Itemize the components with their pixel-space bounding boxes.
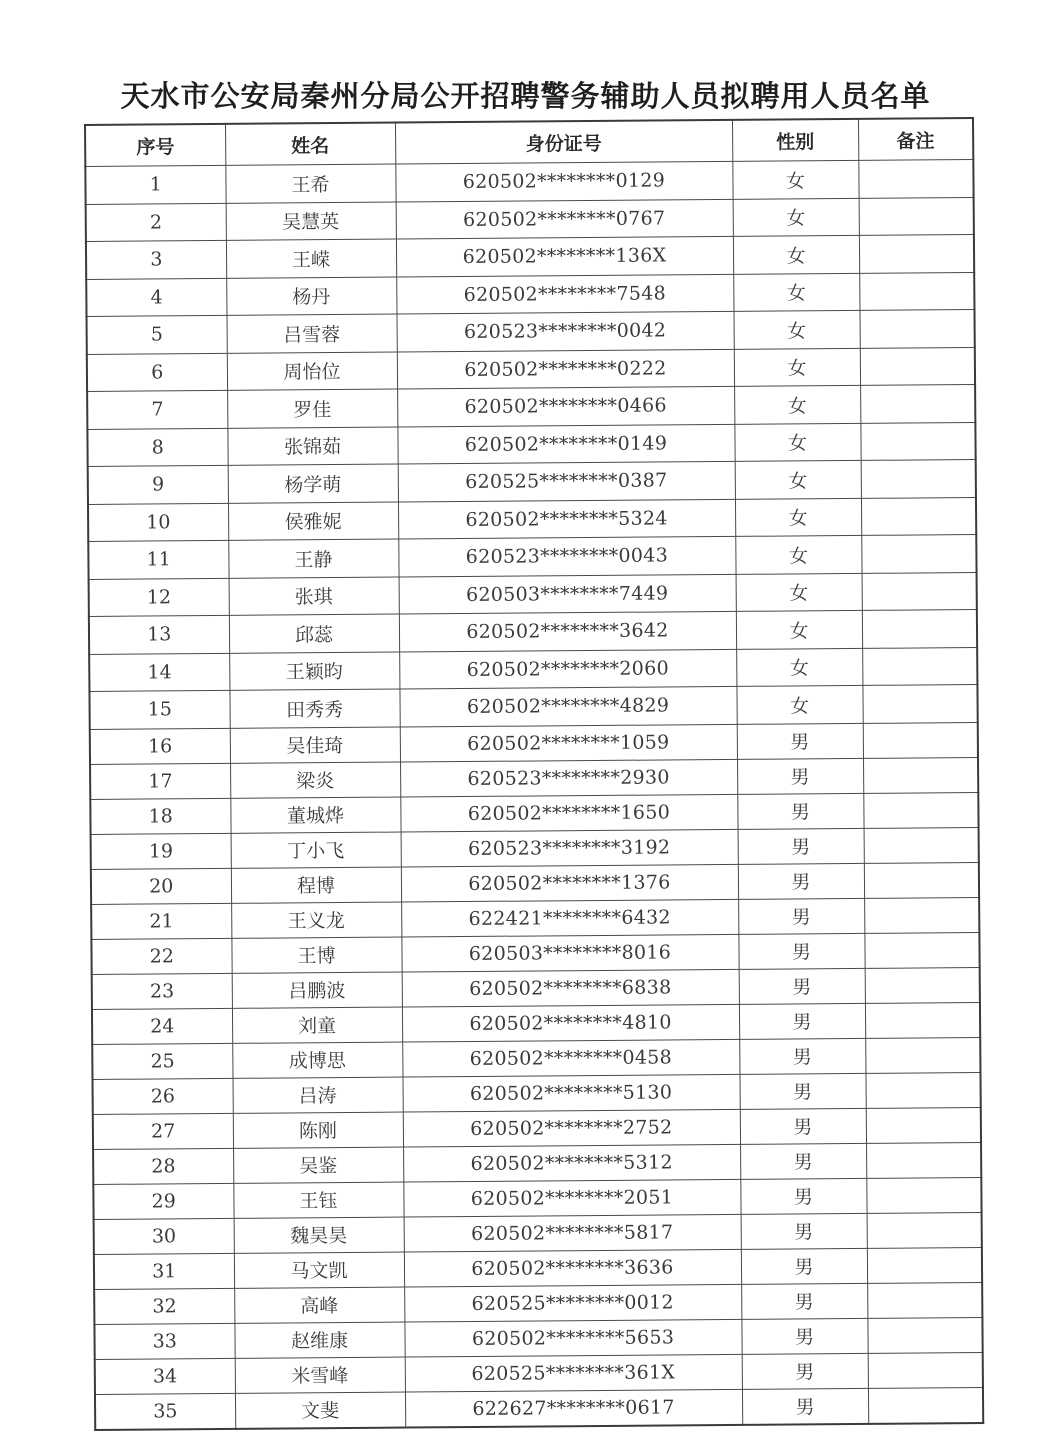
gender-cell: 男 [738,863,864,899]
remarks-cell [864,897,979,933]
id-number-cell: 620502********0129 [395,161,732,201]
name-cell: 吕鹏波 [232,972,402,1008]
id-number-cell: 620502********2051 [403,1179,740,1217]
serial-number-cell: 25 [92,1043,232,1079]
id-number-cell: 620502********1650 [400,794,737,832]
name-cell: 陈刚 [233,1112,403,1148]
gender-cell: 男 [738,933,864,969]
id-number-cell: 620502********0466 [397,386,734,426]
serial-number-cell: 21 [91,903,231,939]
name-cell: 杨学萌 [228,464,398,503]
name-cell: 王博 [231,937,401,973]
id-number-cell: 620525********0012 [404,1284,741,1322]
remarks-cell [867,1212,982,1248]
id-number-cell: 620502********7548 [396,274,733,314]
id-number-cell: 620502********4829 [399,686,736,726]
remarks-cell [864,862,979,898]
remarks-cell [865,1037,980,1073]
gender-cell: 男 [740,1143,866,1179]
header-name: 姓名 [225,123,395,166]
id-number-cell: 620502********5130 [402,1074,739,1112]
header-remarks: 备注 [858,118,973,160]
header-serial-number: 序号 [85,124,225,167]
remarks-cell [861,535,976,573]
gender-cell: 男 [742,1388,868,1424]
gender-cell: 女 [734,348,860,386]
roster-table [84,117,984,1430]
serial-number-cell: 35 [95,1393,235,1430]
remarks-cell [860,385,975,423]
document-title: 天水市公安局秦州分局公开招聘警务辅助人员拟聘用人员名单 [120,79,931,113]
remarks-cell [864,827,979,863]
id-number-cell: 620502********0458 [402,1039,739,1077]
remarks-cell [865,1072,980,1108]
serial-number-cell: 4 [86,278,226,317]
serial-number-cell: 18 [90,798,230,834]
gender-cell: 男 [740,1178,866,1214]
id-number-cell: 620502********0149 [397,424,734,464]
name-cell: 程博 [231,867,401,903]
remarks-cell [867,1317,982,1353]
serial-number-cell: 28 [93,1148,233,1184]
gender-cell: 女 [735,498,861,536]
gender-cell: 男 [741,1283,867,1319]
id-number-cell: 620503********7449 [399,574,736,614]
name-cell: 米雪峰 [235,1357,405,1393]
id-number-cell: 620525********361X [405,1354,742,1392]
gender-cell: 男 [739,968,865,1004]
remarks-cell [862,610,977,648]
serial-number-cell: 7 [87,390,227,429]
name-cell: 杨丹 [226,277,396,316]
id-number-cell: 620502********4810 [402,1004,739,1042]
gender-cell: 女 [734,385,860,423]
gender-cell: 女 [736,648,862,686]
name-cell: 邱蕊 [229,614,399,653]
gender-cell: 女 [735,460,861,498]
remarks-cell [866,1107,981,1143]
name-cell: 丁小飞 [231,832,401,868]
serial-number-cell: 3 [86,240,226,279]
remarks-cell [862,572,977,610]
gender-cell: 男 [739,1038,865,1074]
id-number-cell: 620502********136X [396,236,733,276]
remarks-cell [861,460,976,498]
gender-cell: 男 [737,723,863,759]
id-number-cell: 622421********6432 [401,899,738,937]
gender-cell: 男 [741,1318,867,1354]
remarks-cell [863,757,978,793]
name-cell: 侯雅妮 [228,502,398,541]
id-number-cell: 620502********3636 [404,1249,741,1287]
header-row [85,118,973,166]
serial-number-cell: 10 [88,503,228,542]
gender-cell: 女 [733,273,859,311]
serial-number-cell: 14 [89,653,229,692]
name-cell: 梁炎 [230,762,400,798]
name-cell: 张锦茹 [227,427,397,466]
name-cell: 周怡位 [227,352,397,391]
gender-cell: 女 [732,160,858,198]
remarks-cell [860,347,975,385]
id-number-cell: 620502********1376 [401,864,738,902]
serial-number-cell: 13 [89,615,229,654]
serial-number-cell: 29 [93,1183,233,1219]
remarks-cell [863,722,978,758]
serial-number-cell: 17 [90,763,230,799]
header-gender: 性别 [732,119,858,161]
gender-cell: 女 [736,685,862,723]
name-cell: 吕涛 [232,1077,402,1113]
serial-number-cell: 11 [88,540,228,579]
gender-cell: 女 [733,198,859,236]
serial-number-cell: 30 [94,1218,234,1254]
remarks-cell [859,310,974,348]
name-cell: 高峰 [234,1287,404,1323]
name-cell: 刘童 [232,1007,402,1043]
gender-cell: 男 [741,1213,867,1249]
name-cell: 吕雪蓉 [227,314,397,353]
serial-number-cell: 9 [88,465,228,504]
remarks-cell [867,1247,982,1283]
name-cell: 吴慧英 [226,202,396,241]
serial-number-cell: 31 [94,1253,234,1289]
id-number-cell: 622627********0617 [405,1389,742,1427]
serial-number-cell: 24 [92,1008,232,1044]
remarks-cell [865,1002,980,1038]
remarks-cell [860,422,975,460]
name-cell: 马文凯 [234,1252,404,1288]
gender-cell: 女 [733,235,859,273]
id-number-cell: 620523********2930 [400,759,737,797]
remarks-cell [866,1142,981,1178]
name-cell: 罗佳 [227,389,397,428]
gender-cell: 男 [739,1073,865,1109]
gender-cell: 男 [741,1248,867,1284]
id-number-cell: 620502********2752 [403,1109,740,1147]
id-number-cell: 620502********0767 [396,199,733,239]
name-cell: 成博思 [232,1042,402,1078]
id-number-cell: 620502********2060 [399,649,736,689]
remarks-cell [859,197,974,235]
name-cell: 文斐 [235,1392,405,1429]
id-number-cell: 620502********6838 [402,969,739,1007]
remarks-cell [859,272,974,310]
name-cell: 王嵘 [226,239,396,278]
gender-cell: 男 [737,793,863,829]
id-number-cell: 620502********5817 [404,1214,741,1252]
serial-number-cell: 22 [91,938,231,974]
name-cell: 王颖昀 [229,652,399,691]
remarks-cell [863,792,978,828]
id-number-cell: 620523********3192 [401,829,738,867]
gender-cell: 女 [733,310,859,348]
name-cell: 王希 [225,164,395,203]
remarks-cell [861,497,976,535]
name-cell: 张琪 [229,577,399,616]
name-cell: 王钰 [233,1182,403,1218]
serial-number-cell: 12 [89,578,229,617]
name-cell: 吴鉴 [233,1147,403,1183]
serial-number-cell: 27 [93,1113,233,1149]
gender-cell: 女 [736,610,862,648]
id-number-cell: 620523********0042 [397,311,734,351]
remarks-cell [864,932,979,968]
name-cell: 董城烨 [230,797,400,833]
name-cell: 赵维康 [234,1322,404,1358]
table-row [95,1387,983,1429]
roster-sheet [84,117,982,1430]
serial-number-cell: 32 [94,1288,234,1324]
remarks-cell [868,1352,983,1388]
serial-number-cell: 15 [89,690,229,729]
serial-number-cell: 16 [90,728,230,764]
serial-number-cell: 6 [87,353,227,392]
serial-number-cell: 2 [86,203,226,242]
gender-cell: 男 [738,898,864,934]
serial-number-cell: 26 [93,1078,233,1114]
remarks-cell [865,967,980,1003]
gender-cell: 男 [742,1353,868,1389]
gender-cell: 女 [734,423,860,461]
name-cell: 田秀秀 [229,689,399,728]
gender-cell: 女 [735,535,861,573]
remarks-cell [862,647,977,685]
gender-cell: 男 [737,758,863,794]
remarks-cell [868,1387,983,1423]
remarks-cell [862,685,977,723]
remarks-cell [858,160,973,198]
id-number-cell: 620502********5312 [403,1144,740,1182]
serial-number-cell: 8 [87,428,227,467]
serial-number-cell: 34 [95,1358,235,1394]
serial-number-cell: 20 [91,868,231,904]
name-cell: 魏昊昊 [234,1217,404,1253]
name-cell: 王静 [228,539,398,578]
id-number-cell: 620502********5324 [398,499,735,539]
name-cell: 吴佳琦 [230,727,400,763]
serial-number-cell: 5 [87,315,227,354]
gender-cell: 男 [738,828,864,864]
name-cell: 王义龙 [231,902,401,938]
id-number-cell: 620503********8016 [401,934,738,972]
serial-number-cell: 33 [94,1323,234,1359]
id-number-cell: 620502********0222 [397,349,734,389]
roster-body [85,160,983,1430]
remarks-cell [867,1282,982,1318]
id-number-cell: 620502********5653 [404,1319,741,1357]
id-number-cell: 620502********3642 [399,611,736,651]
gender-cell: 男 [740,1108,866,1144]
id-number-cell: 620525********0387 [398,461,735,501]
gender-cell: 女 [736,573,862,611]
gender-cell: 男 [739,1003,865,1039]
remarks-cell [859,235,974,273]
serial-number-cell: 23 [92,973,232,1009]
id-number-cell: 620502********1059 [400,724,737,762]
remarks-cell [866,1177,981,1213]
id-number-cell: 620523********0043 [398,536,735,576]
serial-number-cell: 1 [85,165,225,204]
header-id-number: 身份证号 [395,120,732,164]
serial-number-cell: 19 [91,833,231,869]
